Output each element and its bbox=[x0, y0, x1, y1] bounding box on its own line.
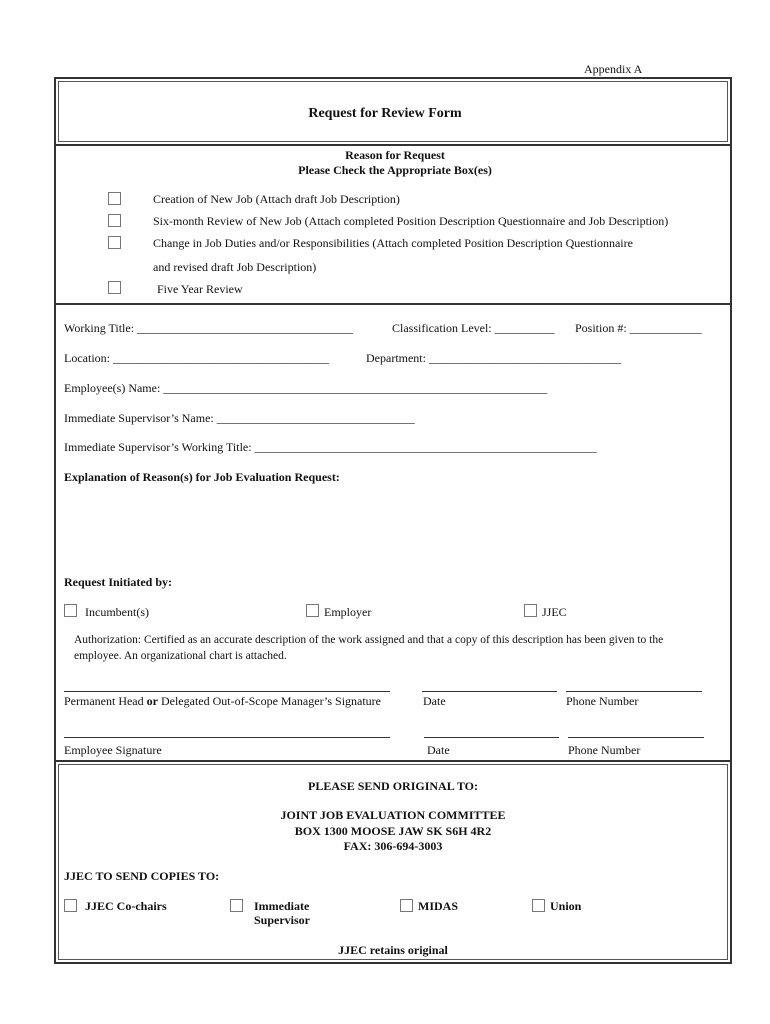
fax-line: FAX: 306-694-3003 bbox=[343, 839, 443, 853]
head-phone-label: Phone Number bbox=[566, 694, 639, 708]
option-change-duties: Change in Job Duties and/or Responsibilities (Attach completed Position Description Questionnaire bbox=[153, 236, 633, 250]
explanation-area[interactable] bbox=[64, 488, 724, 572]
working-title-field[interactable]: Working Title: ____________________________________ bbox=[64, 321, 354, 335]
form-title: Request for Review Form bbox=[308, 106, 462, 121]
authorization-text-2: employee. An organizational chart is attached. bbox=[74, 650, 287, 662]
checkbox-jjec-cochairs[interactable] bbox=[64, 899, 77, 912]
option-jjec: JJEC bbox=[542, 605, 567, 619]
copy-supervisor-2: Supervisor bbox=[254, 913, 311, 927]
copies-label: JJEC TO SEND COPIES TO: bbox=[64, 869, 220, 883]
employee-signature-line[interactable] bbox=[64, 737, 390, 738]
head-date-line[interactable] bbox=[422, 691, 557, 692]
employee-date-label: Date bbox=[427, 743, 450, 757]
checkbox-midas[interactable] bbox=[400, 899, 413, 912]
checkbox-change-duties[interactable] bbox=[108, 236, 121, 249]
option-six-month: Six-month Review of New Job (Attach completed Position Description Questionnaire and Job Description) bbox=[153, 214, 669, 228]
classification-level-field[interactable]: Classification Level: __________ bbox=[392, 321, 555, 335]
address-line-1: JOINT JOB EVALUATION COMMITTEE bbox=[280, 808, 506, 822]
explanation-label: Explanation of Reason(s) for Job Evaluation Request: bbox=[64, 470, 340, 484]
appendix-label: Appendix A bbox=[584, 62, 643, 76]
department-field[interactable]: Department: ________________________________ bbox=[366, 351, 621, 365]
option-employer: Employer bbox=[324, 605, 372, 619]
send-heading: PLEASE SEND ORIGINAL TO: bbox=[308, 779, 478, 793]
checkbox-incumbent[interactable] bbox=[64, 604, 77, 617]
supervisor-title-field[interactable]: Immediate Supervisor’s Working Title: _________________________________________________________ bbox=[64, 440, 597, 454]
employee-name-field[interactable]: Employee(s) Name: ________________________________________________________________ bbox=[64, 381, 548, 395]
option-change-duties-cont: and revised draft Job Description) bbox=[153, 260, 317, 274]
retains-original: JJEC retains original bbox=[338, 943, 448, 957]
copy-supervisor-1: Immediate bbox=[254, 899, 310, 913]
checkbox-union[interactable] bbox=[532, 899, 545, 912]
reason-heading: Reason for Request bbox=[345, 148, 445, 162]
checkbox-jjec[interactable] bbox=[524, 604, 537, 617]
authorization-text-1: Authorization: Certified as an accurate description of the work assigned and that a copy of this description has been given to the bbox=[74, 634, 664, 646]
head-signature-label: Permanent Head or Delegated Out-of-Scope Manager’s Signature bbox=[64, 694, 382, 708]
employee-phone-line[interactable] bbox=[568, 737, 704, 738]
employee-date-line[interactable] bbox=[424, 737, 559, 738]
checkbox-five-year[interactable] bbox=[108, 281, 121, 294]
position-number-field[interactable]: Position #: ____________ bbox=[575, 321, 702, 335]
checkbox-supervisor[interactable] bbox=[230, 899, 243, 912]
checkbox-six-month[interactable] bbox=[108, 214, 121, 227]
head-date-label: Date bbox=[423, 694, 446, 708]
employee-phone-label: Phone Number bbox=[568, 743, 641, 757]
option-five-year: Five Year Review bbox=[157, 282, 243, 296]
head-phone-line[interactable] bbox=[566, 691, 702, 692]
supervisor-name-field[interactable]: Immediate Supervisor’s Name: _________________________________ bbox=[64, 411, 415, 425]
option-new-job: Creation of New Job (Attach draft Job Description) bbox=[153, 192, 400, 206]
head-signature-line[interactable] bbox=[64, 691, 390, 692]
copy-union: Union bbox=[550, 899, 582, 913]
reason-subheading: Please Check the Appropriate Box(es) bbox=[298, 163, 492, 177]
employee-signature-label: Employee Signature bbox=[64, 743, 162, 757]
option-incumbent: Incumbent(s) bbox=[85, 605, 149, 619]
address-line-2: BOX 1300 MOOSE JAW SK S6H 4R2 bbox=[294, 824, 492, 838]
location-field[interactable]: Location: ____________________________________ bbox=[64, 351, 329, 365]
checkbox-new-job[interactable] bbox=[108, 192, 121, 205]
initiated-label: Request Initiated by: bbox=[64, 575, 173, 589]
checkbox-employer[interactable] bbox=[306, 604, 319, 617]
copy-jjec-cochairs: JJEC Co-chairs bbox=[85, 899, 167, 913]
copy-midas: MIDAS bbox=[418, 899, 459, 913]
